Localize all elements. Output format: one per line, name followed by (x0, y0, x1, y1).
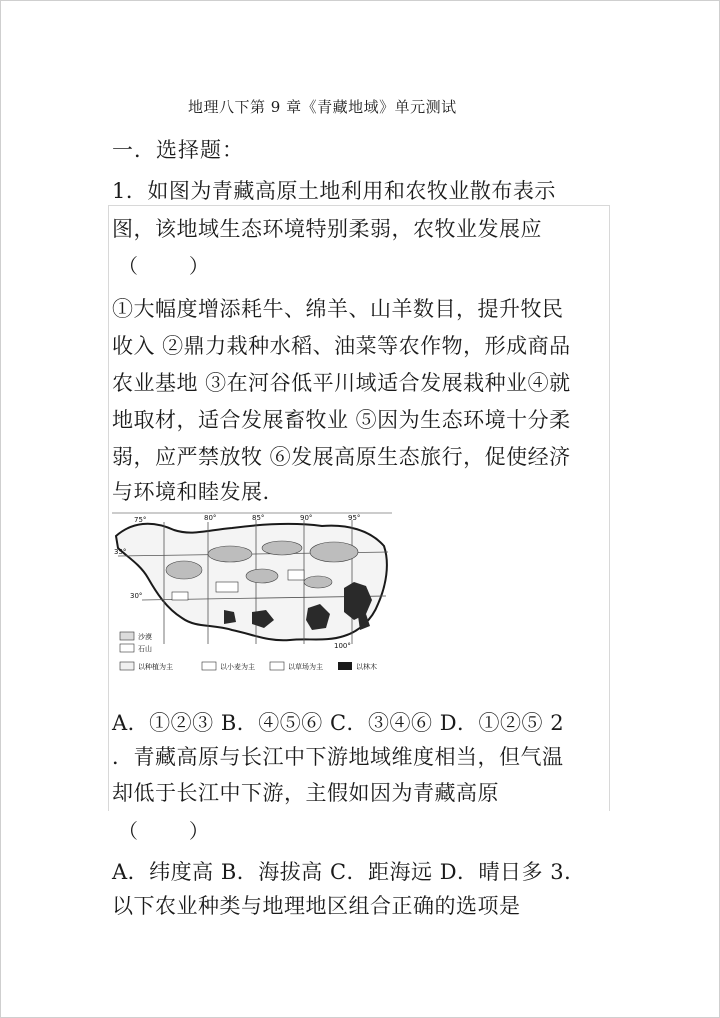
lat-label-30: 30° (130, 592, 143, 600)
lon-label-95: 95° (348, 514, 361, 522)
question-1-option-line-4: 地取材，适合发展畜牧业 ⑤因为生态环境十分柔 (112, 408, 571, 432)
legend-pasture-label: 以草场为主 (288, 663, 323, 671)
lat-label-35: 35° (114, 548, 127, 556)
question-2-answer-blank: （ ） (118, 819, 209, 843)
question-1-option-line-6: 与环境和睦发展. (112, 480, 270, 504)
question-1-answer-choices: A．①②③ B．④⑤⑥ C．③④⑥ D．①②⑤ 2 (112, 711, 565, 735)
question-1-answer-blank: （ ） (118, 254, 209, 278)
question-1-line-2: 图，该地域生态环境特别柔弱，农牧业发展应 (112, 217, 542, 241)
legend-farming-label: 以种植为主 (138, 663, 173, 671)
tibet-land-use-map (112, 512, 392, 682)
question-3-line-1: 以下农业种类与地理地区组合正确的选项是 (112, 894, 521, 918)
legend-mountain-swatch (120, 644, 134, 652)
legend-wheat-swatch (202, 662, 216, 670)
lon-label-85: 85° (252, 514, 265, 522)
section-heading: 一．选择题： (112, 138, 244, 162)
question-1-option-line-2: 收入 ②鼎力栽种水稻、油菜等农作物，形成商品 (112, 334, 571, 358)
legend-farming-swatch (120, 662, 134, 670)
question-1-option-line-1: ①大幅度增添耗牛、绵羊、山羊数目，提升牧民 (112, 297, 564, 321)
lon-label-75: 75° (134, 516, 147, 524)
lon-label-80: 80° (204, 514, 217, 522)
page-title: 地理八下第 9 章《青藏地域》单元测试 (188, 98, 457, 116)
question-2-answer-choices: A．纬度高 B．海拔高 C．距海远 D．晴日多 3． (112, 860, 586, 884)
question-1-line-1: 1．如图为青藏高原土地利用和农牧业散布表示 (112, 179, 556, 203)
legend-pasture-swatch (270, 662, 284, 670)
lon-label-100: 100° (334, 642, 351, 650)
legend-desert-label: 沙漠 (138, 633, 152, 641)
question-1-option-line-5: 弱，应严禁放牧 ⑥发展高原生态旅行，促使经济 (112, 445, 571, 469)
legend-desert-swatch (120, 632, 134, 640)
question-2-line-2: 却低于长江中下游，主假如因为青藏高原 (112, 781, 499, 805)
legend-mountain-label: 石山 (138, 645, 152, 653)
question-1-option-line-3: 农业基地 ③在河谷低平川域适合发展栽种业④就 (112, 371, 571, 395)
legend-forest-swatch (338, 662, 352, 670)
legend-wheat-label: 以小麦为主 (220, 663, 255, 671)
lon-label-90: 90° (300, 514, 313, 522)
question-2-line-1: ．青藏高原与长江中下游地域维度相当，但气温 (112, 745, 564, 769)
legend-forest-label: 以林木 (356, 663, 377, 671)
